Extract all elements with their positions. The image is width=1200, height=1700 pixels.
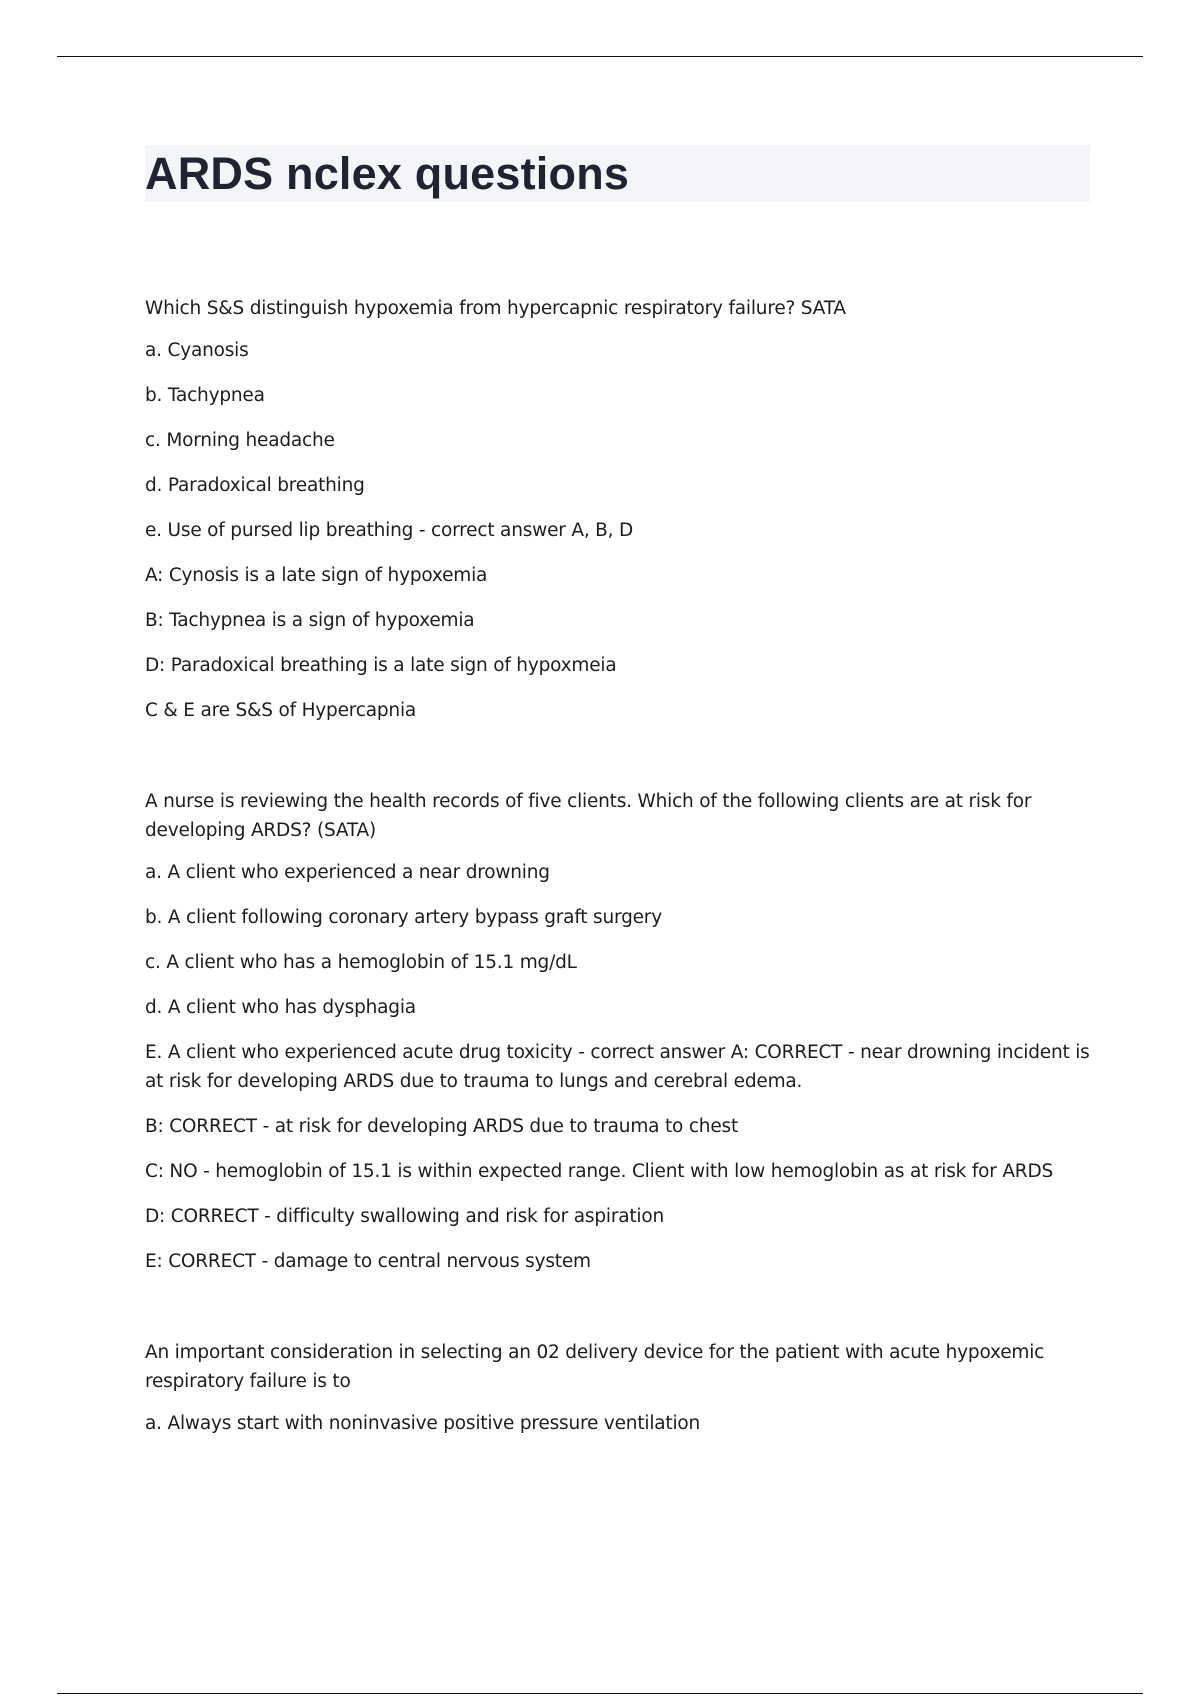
- answer-line: b. Tachypnea: [145, 385, 265, 406]
- rationale-line: A: Cynosis is a late sign of hypoxemia: [145, 565, 488, 586]
- answer-line: c. Morning headache: [145, 430, 335, 451]
- page-title: ARDS nclex questions: [145, 148, 630, 199]
- top-divider: [57, 56, 1143, 57]
- answer-line: a. Cyanosis: [145, 340, 249, 361]
- rationale-line: B: Tachypnea is a sign of hypoxemia: [145, 610, 475, 631]
- bottom-divider: [57, 1693, 1143, 1694]
- question-block: [145, 787, 1090, 1276]
- answer-line: b. A client following coronary artery bypass graft surgery: [145, 907, 662, 928]
- question-stem: A nurse is reviewing the health records of five clients. Which of the following clients are at risk for developing ARDS? (SATA): [145, 791, 1032, 841]
- answer-line: c. A client who has a hemoglobin of 15.1 mg/dL: [145, 952, 577, 973]
- answer-line: E. A client who experienced acute drug toxicity - correct answer A: CORRECT - near drowning incident is at risk for developing ARDS due to trauma to lungs and cerebral edema.: [145, 1042, 1090, 1092]
- question-stem: Which S&S distinguish hypoxemia from hypercapnic respiratory failure? SATA: [145, 298, 846, 319]
- question-list: [145, 294, 1090, 1438]
- rationale-line: C & E are S&S of Hypercapnia: [145, 700, 417, 721]
- answer-line: d. Paradoxical breathing: [145, 475, 365, 496]
- rationale-line: D: CORRECT - difficulty swallowing and risk for aspiration: [145, 1206, 665, 1227]
- answer-line: a. A client who experienced a near drowning: [145, 862, 550, 883]
- rationale-line: D: Paradoxical breathing is a late sign of hypoxmeia: [145, 655, 617, 676]
- title-bar: [145, 145, 1090, 202]
- document-body: [145, 145, 1090, 1500]
- rationale-line: E: CORRECT - damage to central nervous system: [145, 1251, 591, 1272]
- answer-line: e. Use of pursed lip breathing - correct answer A, B, D: [145, 520, 634, 541]
- question-block: [145, 1338, 1090, 1438]
- answer-line: a. Always start with noninvasive positive pressure ventilation: [145, 1413, 701, 1434]
- rationale-line: B: CORRECT - at risk for developing ARDS due to trauma to chest: [145, 1116, 738, 1137]
- question-block: [145, 294, 1090, 725]
- answer-line: d. A client who has dysphagia: [145, 997, 416, 1018]
- question-stem: An important consideration in selecting an 02 delivery device for the patient with acute hypoxemic respiratory failure is to: [145, 1342, 1045, 1392]
- rationale-line: C: NO - hemoglobin of 15.1 is within expected range. Client with low hemoglobin as at risk for ARDS: [145, 1161, 1054, 1182]
